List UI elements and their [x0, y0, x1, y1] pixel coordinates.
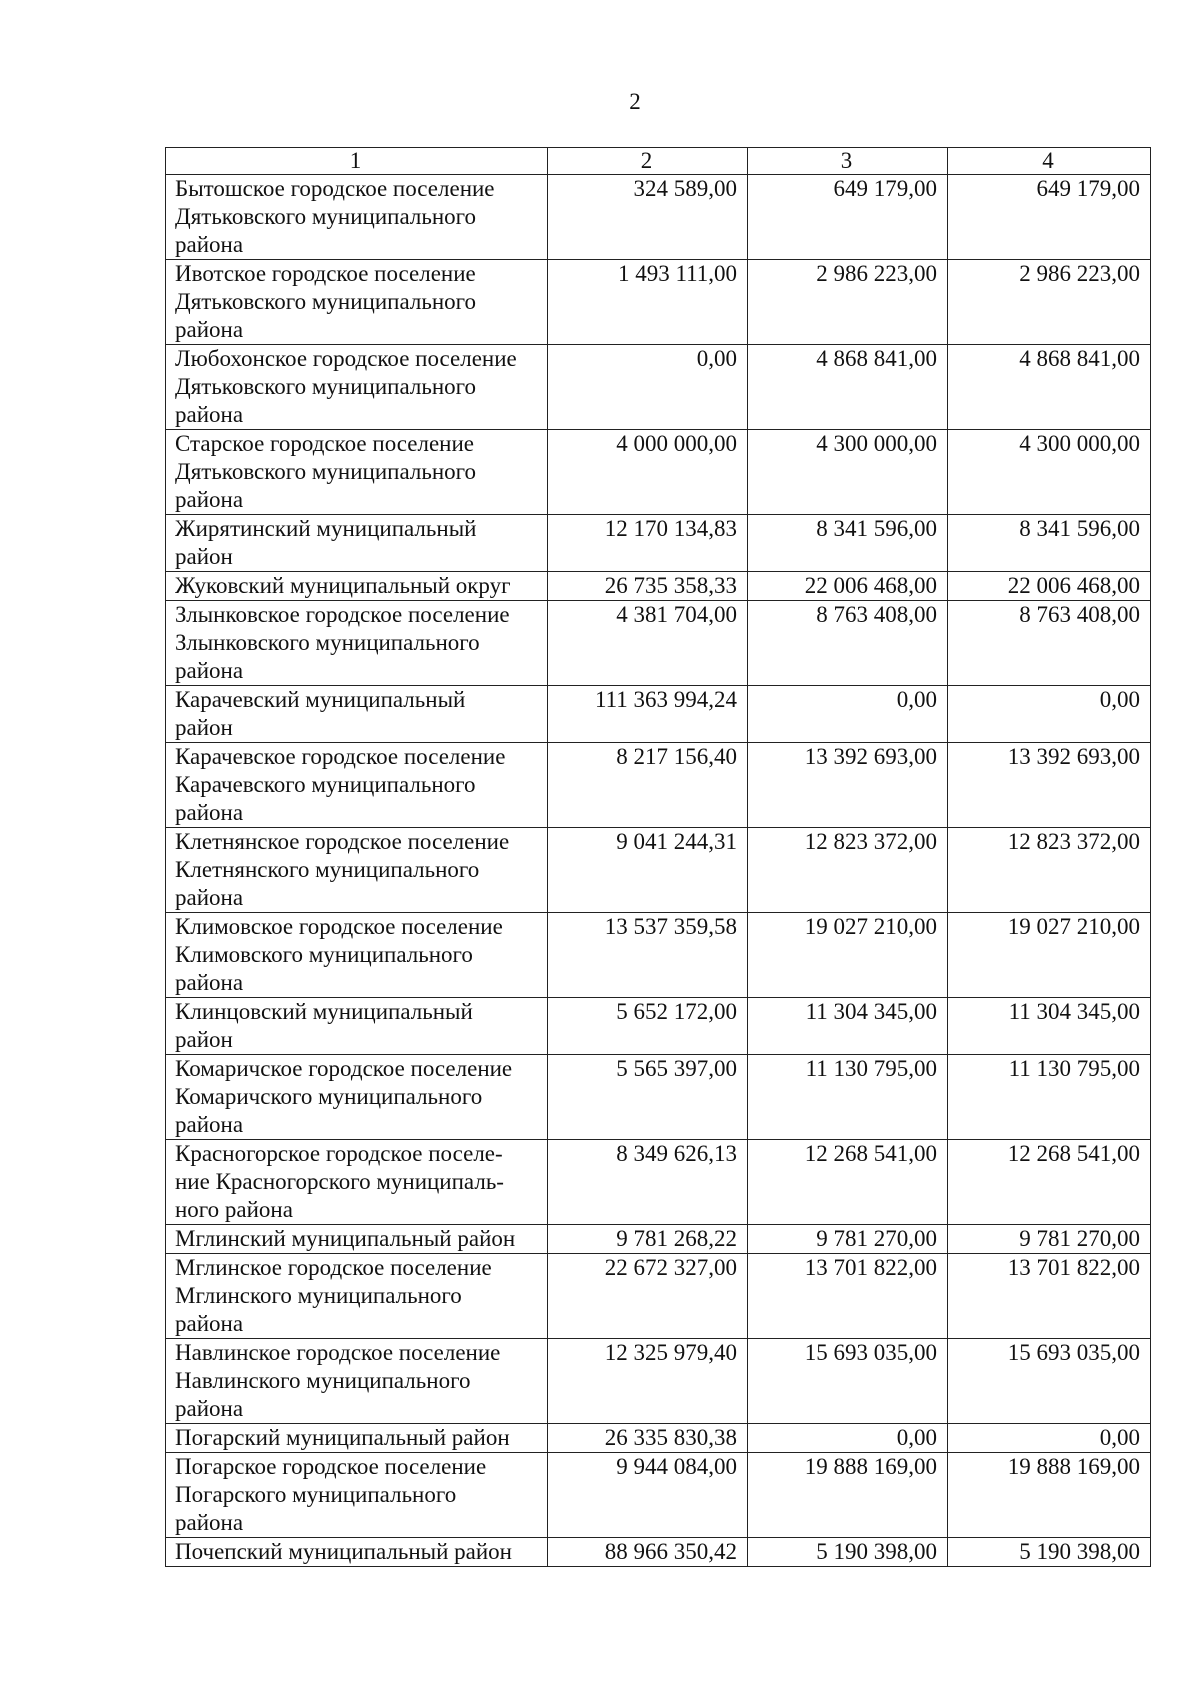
amount-cell-col-2: 26 335 830,38 [548, 1424, 748, 1453]
amount-cell-col-4: 649 179,00 [948, 175, 1151, 260]
amount-cell-col-2: 13 537 359,58 [548, 913, 748, 998]
municipality-name-line: Климовского муниципального [175, 942, 473, 967]
amount-cell-col-4: 15 693 035,00 [948, 1339, 1151, 1424]
amount-cell-col-4: 2 986 223,00 [948, 260, 1151, 345]
municipality-name-line: Жирятинский муниципальный [175, 516, 477, 541]
column-header-2: 2 [548, 148, 748, 175]
municipality-name-cell [166, 1453, 548, 1538]
table-row [166, 260, 1151, 345]
table-row [166, 1254, 1151, 1339]
amount-cell-col-3: 0,00 [748, 1424, 948, 1453]
municipality-name-line: района [175, 885, 244, 910]
amount-cell-col-2: 8 217 156,40 [548, 743, 748, 828]
municipality-name-line: Клетнянского муниципального [175, 857, 480, 882]
amount-cell-col-4: 0,00 [948, 686, 1151, 743]
table-row [166, 515, 1151, 572]
column-header-4: 4 [948, 148, 1151, 175]
municipality-name-line: Карачевское городское поселение [175, 744, 506, 769]
table-row [166, 1055, 1151, 1140]
municipality-name-line: Погарский муниципальный район [175, 1425, 510, 1450]
municipality-name-cell [166, 743, 548, 828]
municipality-name-line: Погарское городское поселение [175, 1454, 487, 1479]
amount-cell-col-3: 5 190 398,00 [748, 1538, 948, 1567]
amount-cell-col-3: 13 701 822,00 [748, 1254, 948, 1339]
amount-cell-col-3: 0,00 [748, 686, 948, 743]
municipality-name-cell [166, 1424, 548, 1453]
amount-cell-col-4: 8 763 408,00 [948, 601, 1151, 686]
amount-cell-col-2: 12 325 979,40 [548, 1339, 748, 1424]
amount-cell-col-4: 4 868 841,00 [948, 345, 1151, 430]
municipality-name-line: Мглинского муниципального [175, 1283, 462, 1308]
municipality-name-line: Климовское городское поселение [175, 914, 503, 939]
amount-cell-col-4: 22 006 468,00 [948, 572, 1151, 601]
municipality-name-line: Карачевский муниципальный [175, 687, 466, 712]
amount-cell-col-2: 8 349 626,13 [548, 1140, 748, 1225]
municipality-name-line: Карачевского муниципального [175, 772, 476, 797]
amount-cell-col-3: 649 179,00 [748, 175, 948, 260]
table-row [166, 913, 1151, 998]
municipality-name-line: район [175, 544, 233, 569]
municipality-name-line: ние Красногорского муниципаль- [175, 1169, 504, 1194]
municipality-name-cell [166, 260, 548, 345]
municipality-name-line: района [175, 970, 244, 995]
municipality-name-cell [166, 601, 548, 686]
municipality-name-cell [166, 572, 548, 601]
municipality-name-cell [166, 1225, 548, 1254]
column-header-3: 3 [748, 148, 948, 175]
amount-cell-col-3: 8 763 408,00 [748, 601, 948, 686]
amount-cell-col-4: 11 130 795,00 [948, 1055, 1151, 1140]
amount-cell-col-3: 13 392 693,00 [748, 743, 948, 828]
amount-cell-col-4: 13 701 822,00 [948, 1254, 1151, 1339]
municipality-name-line: Любохонское городское поселение [175, 346, 517, 371]
municipality-name-line: Клетнянское городское поселение [175, 829, 510, 854]
amount-cell-col-4: 9 781 270,00 [948, 1225, 1151, 1254]
municipality-name-line: района [175, 1112, 244, 1137]
municipality-name-line: Комаричского муниципального [175, 1084, 483, 1109]
amount-cell-col-2: 26 735 358,33 [548, 572, 748, 601]
municipality-name-line: Навлинского муниципального [175, 1368, 471, 1393]
amount-cell-col-2: 9 944 084,00 [548, 1453, 748, 1538]
table-row [166, 430, 1151, 515]
municipality-name-cell [166, 1538, 548, 1567]
municipality-name-cell [166, 1339, 548, 1424]
municipality-name-line: района [175, 1510, 244, 1535]
amount-cell-col-3: 2 986 223,00 [748, 260, 948, 345]
municipality-name-cell [166, 1055, 548, 1140]
amount-cell-col-3: 11 304 345,00 [748, 998, 948, 1055]
amount-cell-col-2: 4 381 704,00 [548, 601, 748, 686]
amount-cell-col-3: 9 781 270,00 [748, 1225, 948, 1254]
amount-cell-col-4: 8 341 596,00 [948, 515, 1151, 572]
table-row [166, 572, 1151, 601]
amount-cell-col-2: 0,00 [548, 345, 748, 430]
municipality-name-line: Злынковское городское поселение [175, 602, 510, 627]
municipality-name-cell [166, 345, 548, 430]
municipality-name-cell [166, 515, 548, 572]
amount-cell-col-3: 4 300 000,00 [748, 430, 948, 515]
table-row [166, 345, 1151, 430]
amount-cell-col-2: 12 170 134,83 [548, 515, 748, 572]
amount-cell-col-3: 19 888 169,00 [748, 1453, 948, 1538]
table-row [166, 828, 1151, 913]
municipality-name-line: Жуковский муниципальный округ [175, 573, 511, 598]
amount-cell-col-2: 1 493 111,00 [548, 260, 748, 345]
municipality-name-line: Бытошское городское поселение [175, 176, 495, 201]
table-row [166, 998, 1151, 1055]
amount-cell-col-3: 19 027 210,00 [748, 913, 948, 998]
table-row [166, 1339, 1151, 1424]
municipality-name-line: Дятьковского муниципального [175, 374, 477, 399]
municipality-name-cell [166, 1140, 548, 1225]
amount-cell-col-3: 11 130 795,00 [748, 1055, 948, 1140]
municipality-name-line: района [175, 658, 244, 683]
municipality-name-line: Красногорское городское поселе- [175, 1141, 503, 1166]
amount-cell-col-4: 12 268 541,00 [948, 1140, 1151, 1225]
municipality-name-cell [166, 828, 548, 913]
amount-cell-col-3: 15 693 035,00 [748, 1339, 948, 1424]
amount-cell-col-3: 12 823 372,00 [748, 828, 948, 913]
municipality-name-line: района [175, 402, 244, 427]
municipality-name-line: Дятьковского муниципального [175, 459, 477, 484]
municipality-name-line: Навлинское городское поселение [175, 1340, 501, 1365]
municipality-name-line: Почепский муниципальный район [175, 1539, 512, 1564]
table-row [166, 686, 1151, 743]
amount-cell-col-4: 19 027 210,00 [948, 913, 1151, 998]
amount-cell-col-2: 4 000 000,00 [548, 430, 748, 515]
amount-cell-col-4: 0,00 [948, 1424, 1151, 1453]
amount-cell-col-2: 5 652 172,00 [548, 998, 748, 1055]
amount-cell-col-2: 9 041 244,31 [548, 828, 748, 913]
table-row [166, 175, 1151, 260]
municipality-name-line: Злынковского муниципального [175, 630, 480, 655]
municipality-name-line: Комаричское городское поселение [175, 1056, 513, 1081]
amount-cell-col-4: 11 304 345,00 [948, 998, 1151, 1055]
amount-cell-col-3: 22 006 468,00 [748, 572, 948, 601]
page-number: 2 [629, 89, 641, 114]
municipality-name-cell [166, 430, 548, 515]
municipality-name-line: район [175, 715, 233, 740]
header-row [166, 148, 1151, 175]
table-body [166, 175, 1151, 1567]
municipality-name-cell [166, 1254, 548, 1339]
amount-cell-col-4: 12 823 372,00 [948, 828, 1151, 913]
municipality-name-line: района [175, 800, 244, 825]
municipality-name-line: района [175, 1311, 244, 1336]
table-row [166, 1225, 1151, 1254]
municipality-name-line: Клинцовский муниципальный [175, 999, 473, 1024]
amount-cell-col-3: 4 868 841,00 [748, 345, 948, 430]
municipality-name-line: Погарского муниципального [175, 1482, 457, 1507]
amount-cell-col-2: 9 781 268,22 [548, 1225, 748, 1254]
municipality-name-line: района [175, 1396, 244, 1421]
amount-cell-col-3: 8 341 596,00 [748, 515, 948, 572]
municipality-name-line: Ивотское городское поселение [175, 261, 476, 286]
municipality-name-line: район [175, 1027, 233, 1052]
municipality-name-line: Мглинский муниципальный район [175, 1226, 516, 1251]
municipality-name-cell [166, 998, 548, 1055]
municipality-name-line: Дятьковского муниципального [175, 204, 477, 229]
municipality-name-line: ного района [175, 1197, 293, 1222]
amount-cell-col-2: 324 589,00 [548, 175, 748, 260]
table-row [166, 743, 1151, 828]
table-row [166, 1538, 1151, 1567]
amount-cell-col-4: 5 190 398,00 [948, 1538, 1151, 1567]
amount-cell-col-2: 22 672 327,00 [548, 1254, 748, 1339]
amount-cell-col-4: 13 392 693,00 [948, 743, 1151, 828]
amount-cell-col-3: 12 268 541,00 [748, 1140, 948, 1225]
amount-cell-col-4: 4 300 000,00 [948, 430, 1151, 515]
municipality-name-line: района [175, 317, 244, 342]
municipality-name-line: Дятьковского муниципального [175, 289, 477, 314]
table-row [166, 1424, 1151, 1453]
municipality-name-cell [166, 913, 548, 998]
municipality-name-line: района [175, 487, 244, 512]
municipality-name-cell [166, 686, 548, 743]
amount-cell-col-4: 19 888 169,00 [948, 1453, 1151, 1538]
municipality-name-line: Мглинское городское поселение [175, 1255, 492, 1280]
column-header-1: 1 [166, 148, 548, 175]
municipality-name-line: Старское городское поселение [175, 431, 474, 456]
amount-cell-col-2: 111 363 994,24 [548, 686, 748, 743]
amount-cell-col-2: 88 966 350,42 [548, 1538, 748, 1567]
budget-table [165, 147, 1151, 1567]
table-row [166, 1140, 1151, 1225]
table-row [166, 601, 1151, 686]
amount-cell-col-2: 5 565 397,00 [548, 1055, 748, 1140]
municipality-name-line: района [175, 232, 244, 257]
table-row [166, 1453, 1151, 1538]
municipality-name-cell [166, 175, 548, 260]
